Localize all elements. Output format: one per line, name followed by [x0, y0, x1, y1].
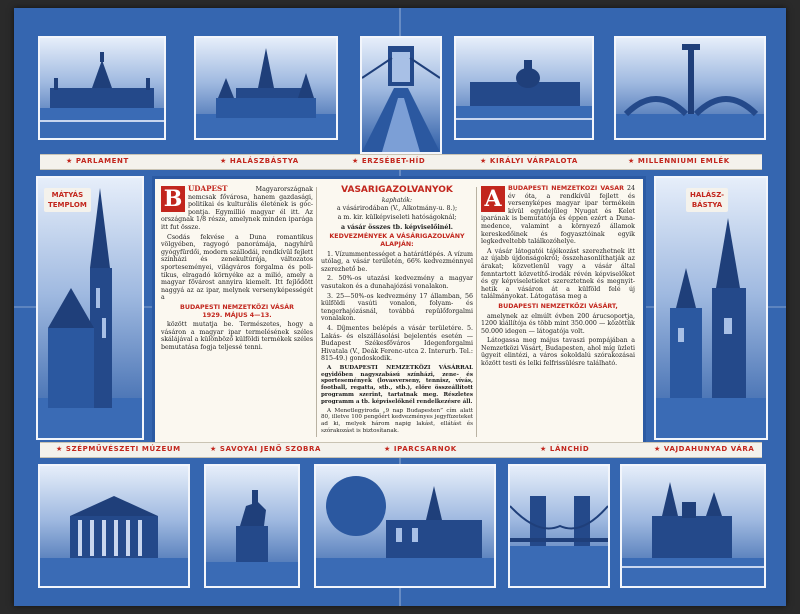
vasarigazolvanyok-title: VÁSÁRIGAZOLVÁNYOK	[341, 185, 453, 195]
budapest-paragraph-3: között mutatja be. Természetes, hogy a vásáron a magyar ipar termelésének széles skálájával a különböző külföldi termékek széles bemutatása fogja teljessé tenni.	[161, 321, 313, 351]
label-millenniumi-emlek: ★ MILLENNIUMI EMLÉK	[628, 154, 730, 168]
label-matyas-templom	[44, 188, 91, 212]
column-divider-1	[316, 187, 317, 437]
label-halasz-line1: HALÁSZ-	[690, 191, 725, 199]
vasar-paragraph-3: amelynek az elmúlt évben 200 árucsoportja, 1200 kiállítója és több mint 350.000 — közöttük 50.000 idegen — látogatója volt.	[481, 312, 635, 335]
photo-millenniumi-emlek	[614, 36, 766, 140]
budapest-paragraph-2: Csodás fekvése a Duna romantikus völgyében, ragyogó panorámája, nagyhírű gyógyfürdői, modern szállodái, rendkívül fejlett színházi és zenekultúrája, változatos sporteseményei, világváros forgalma és politikus, elragadó környéke az a milió, amely a magyar fővárost annyira kiemelt. Itt fejlődött naggyá az az ipar, melynek versenyképességét a	[161, 233, 313, 302]
halaszbastya-illustration	[196, 38, 336, 138]
column-divider-2	[476, 187, 477, 437]
photo-vajdahunyad-vara	[620, 464, 766, 588]
photo-halaszbastya-right	[654, 176, 768, 440]
vasar-lead: BUDAPESTI NEMZETKÖZI VÁSÁR	[508, 185, 624, 192]
source-line-2: a m. kir. külképviseleti hatóságoknál;	[337, 214, 457, 222]
photo-lanchid	[508, 464, 610, 588]
events-paragraph: A BUDAPESTI NEMZETKÖZI VÁSÁRRAL egyidőben nagyszabású színházi, zene- és sportesemények (lovasverseny, tennisz, vívás, football, regatta, stb., stb.), előre összeállított programm szerint, tartatnak meg. Részletes programm a tb. képviselőknél rendelkezésre áll.	[321, 364, 473, 405]
label-matyas-line1: MÁTYÁS	[51, 191, 84, 199]
vajdahunyad-illustration	[622, 466, 764, 586]
kedvezmeny-3: 3. 25—50%-os kedvezmény 17 államban, 56 külföldi vasúti vonalon, folyam- és tengerhajózásnál, továbbá repülőforgalmi vonalakon.	[321, 292, 473, 323]
fair-name-col1: BUDAPESTI NEMZETKÖZI VÁSÁR	[180, 303, 294, 311]
ticket-paragraph: A Menetlegyiroda „9 nap Budapesten” cím alatt 80, illetve 100 pengőért kedvezményes jegyfüzeteket ad ki, melyek három napig lakást, ellátást és szórakozást is biztosítanak.	[321, 407, 473, 435]
column-vasarigazolvanyok	[321, 185, 473, 441]
label-matyas-line2: TEMPLOM	[48, 201, 87, 209]
fair-date: 1929. MÁJUS 4—13.	[202, 311, 272, 319]
vasar-paragraph-2: A vásár látogatói tájékozást szerezhetnek itt az újabb újdonságokról; összehasonlíthatják az árakat; közvetlenül vagy a vásár által fenntartott közvetítő-irodák révén képviselőket és gy képviseletieket szereztetnek és megnyithetik a vásáron át a külföld felé új találmányokat. Látogatása meg a	[481, 247, 635, 301]
photo-szepmuveszeti-muzeum	[38, 464, 190, 588]
kedvezmeny-4-5: 4. Díjmentes belépés a vásár területére. 5. Lakás- és elszállásolási bejelentés esetén — Budapest Székesfőváros Idegenforgalmi Hivatala (V., Deák Ferenc-utca 2. Interurb. Tel.: 815-49.) gondoskodik.	[321, 324, 473, 363]
budapest-lead: UDAPEST	[188, 185, 228, 193]
photo-matyas-templom	[36, 176, 144, 440]
source-line-1: a vásárirodában (V., Alkotmány-u. 8.);	[336, 204, 458, 212]
label-iparcsarnok: ★ IPARCSARNOK	[384, 442, 457, 456]
halaszbastya-right-illustration	[656, 178, 766, 438]
muzeum-illustration	[40, 466, 188, 586]
photo-erzsebet-hid	[360, 36, 442, 154]
photo-halaszbastya	[194, 36, 338, 140]
iparcsarnok-illustration	[316, 466, 494, 586]
column-nemzetkozi-vasar	[481, 185, 635, 441]
label-erzsebet-hid: ★ ERZSÉBET-HÍD	[352, 154, 425, 168]
kedvezmeny-1: 1. Vízummentességet a határátlépés. A vízum utólag, a vásár területén, 66% kedvezménnyel szerezhető be.	[321, 250, 473, 273]
label-kiralyi-varpalota: ★ KIRÁLYI VÁRPALOTA	[480, 154, 578, 168]
photo-parlament	[38, 36, 166, 140]
poster-sheet	[14, 8, 786, 606]
matyas-templom-illustration	[38, 178, 142, 438]
photo-iparcsarnok	[314, 464, 496, 588]
savoyai-szobor-illustration	[206, 466, 298, 586]
kedvezmeny-2: 2. 50%-os utazási kedvezmény a magyar vasutakon és a dunahajózási vonalakon.	[321, 275, 473, 290]
label-lanchid: ★ LÁNCHÍD	[540, 442, 589, 456]
parlament-illustration	[40, 38, 164, 138]
label-savoyai-jeno-szobra: ★ SAVOYAI JENŐ SZOBRA	[210, 442, 321, 456]
label-parlament: ★ PARLAMENT	[66, 154, 129, 168]
lanchid-illustration	[510, 466, 608, 586]
label-halaszbastya-right	[686, 188, 728, 212]
kedvezmenyek-heading: KEDVEZMÉNYEK A VÁSÁRIGAZOLVÁNY ALAPJÁN:	[329, 233, 465, 248]
kaphatok-label: kaphatók:	[381, 197, 413, 204]
erzsebet-hid-illustration	[362, 38, 440, 152]
drop-cap-a: A	[481, 186, 505, 212]
text-panel	[152, 176, 646, 450]
varpalota-illustration	[456, 38, 592, 138]
vasar-paragraph-1: 24 év óta, a rendkívül fejlett és versenyképes magyar ipar termékein kívül egyidejűleg Nyugat és Kelet iparának is bemutatója és éppen ezért a Duna-medence, valamint a környező államok kereskedőinek és fogyasztóinak egyik legkedveltebb találkozóhelye.	[481, 185, 635, 246]
photo-savoyai-jeno-szobra	[204, 464, 300, 588]
label-szepmuveszeti-muzeum: ★ SZÉPMŰVÉSZETI MÚZEUM	[56, 442, 181, 456]
photo-kiralyi-varpalota	[454, 36, 594, 140]
drop-cap-b: B	[161, 186, 185, 212]
column-budapest	[161, 185, 313, 441]
label-vajdahunyad-vara: ★ VAJDAHUNYAD VÁRA	[654, 442, 754, 456]
label-halasz-line2: BÁSTYA	[691, 201, 723, 209]
source-line-3: a vásár összes tb. képviselőinél.	[341, 223, 453, 231]
millenniumi-emlek-illustration	[616, 38, 764, 138]
budapest-paragraph-1: Magyarországnak nemcsak fővárosa, hanem gazdasági, politikai és kulturális életének is gócpontja. Egymillió magyar él itt. Az országnak 1/8 része, amelynek minden iparága itt fut össze.	[161, 186, 313, 231]
fair-name-col3: BUDAPESTI NEMZETKÖZI VÁSÁRT,	[498, 302, 618, 310]
label-halaszbastya: ★ HALÁSZBÁSTYA	[220, 154, 299, 168]
vasar-paragraph-4: Látogassa meg május tavaszi pompájában a Nemzetközi Vásárt, Budapesten, ahol míg üzleti ügyeit elintézi, a város sokoldalú szórakozásai között testi és lelki felfrissülésre található.	[481, 337, 635, 368]
